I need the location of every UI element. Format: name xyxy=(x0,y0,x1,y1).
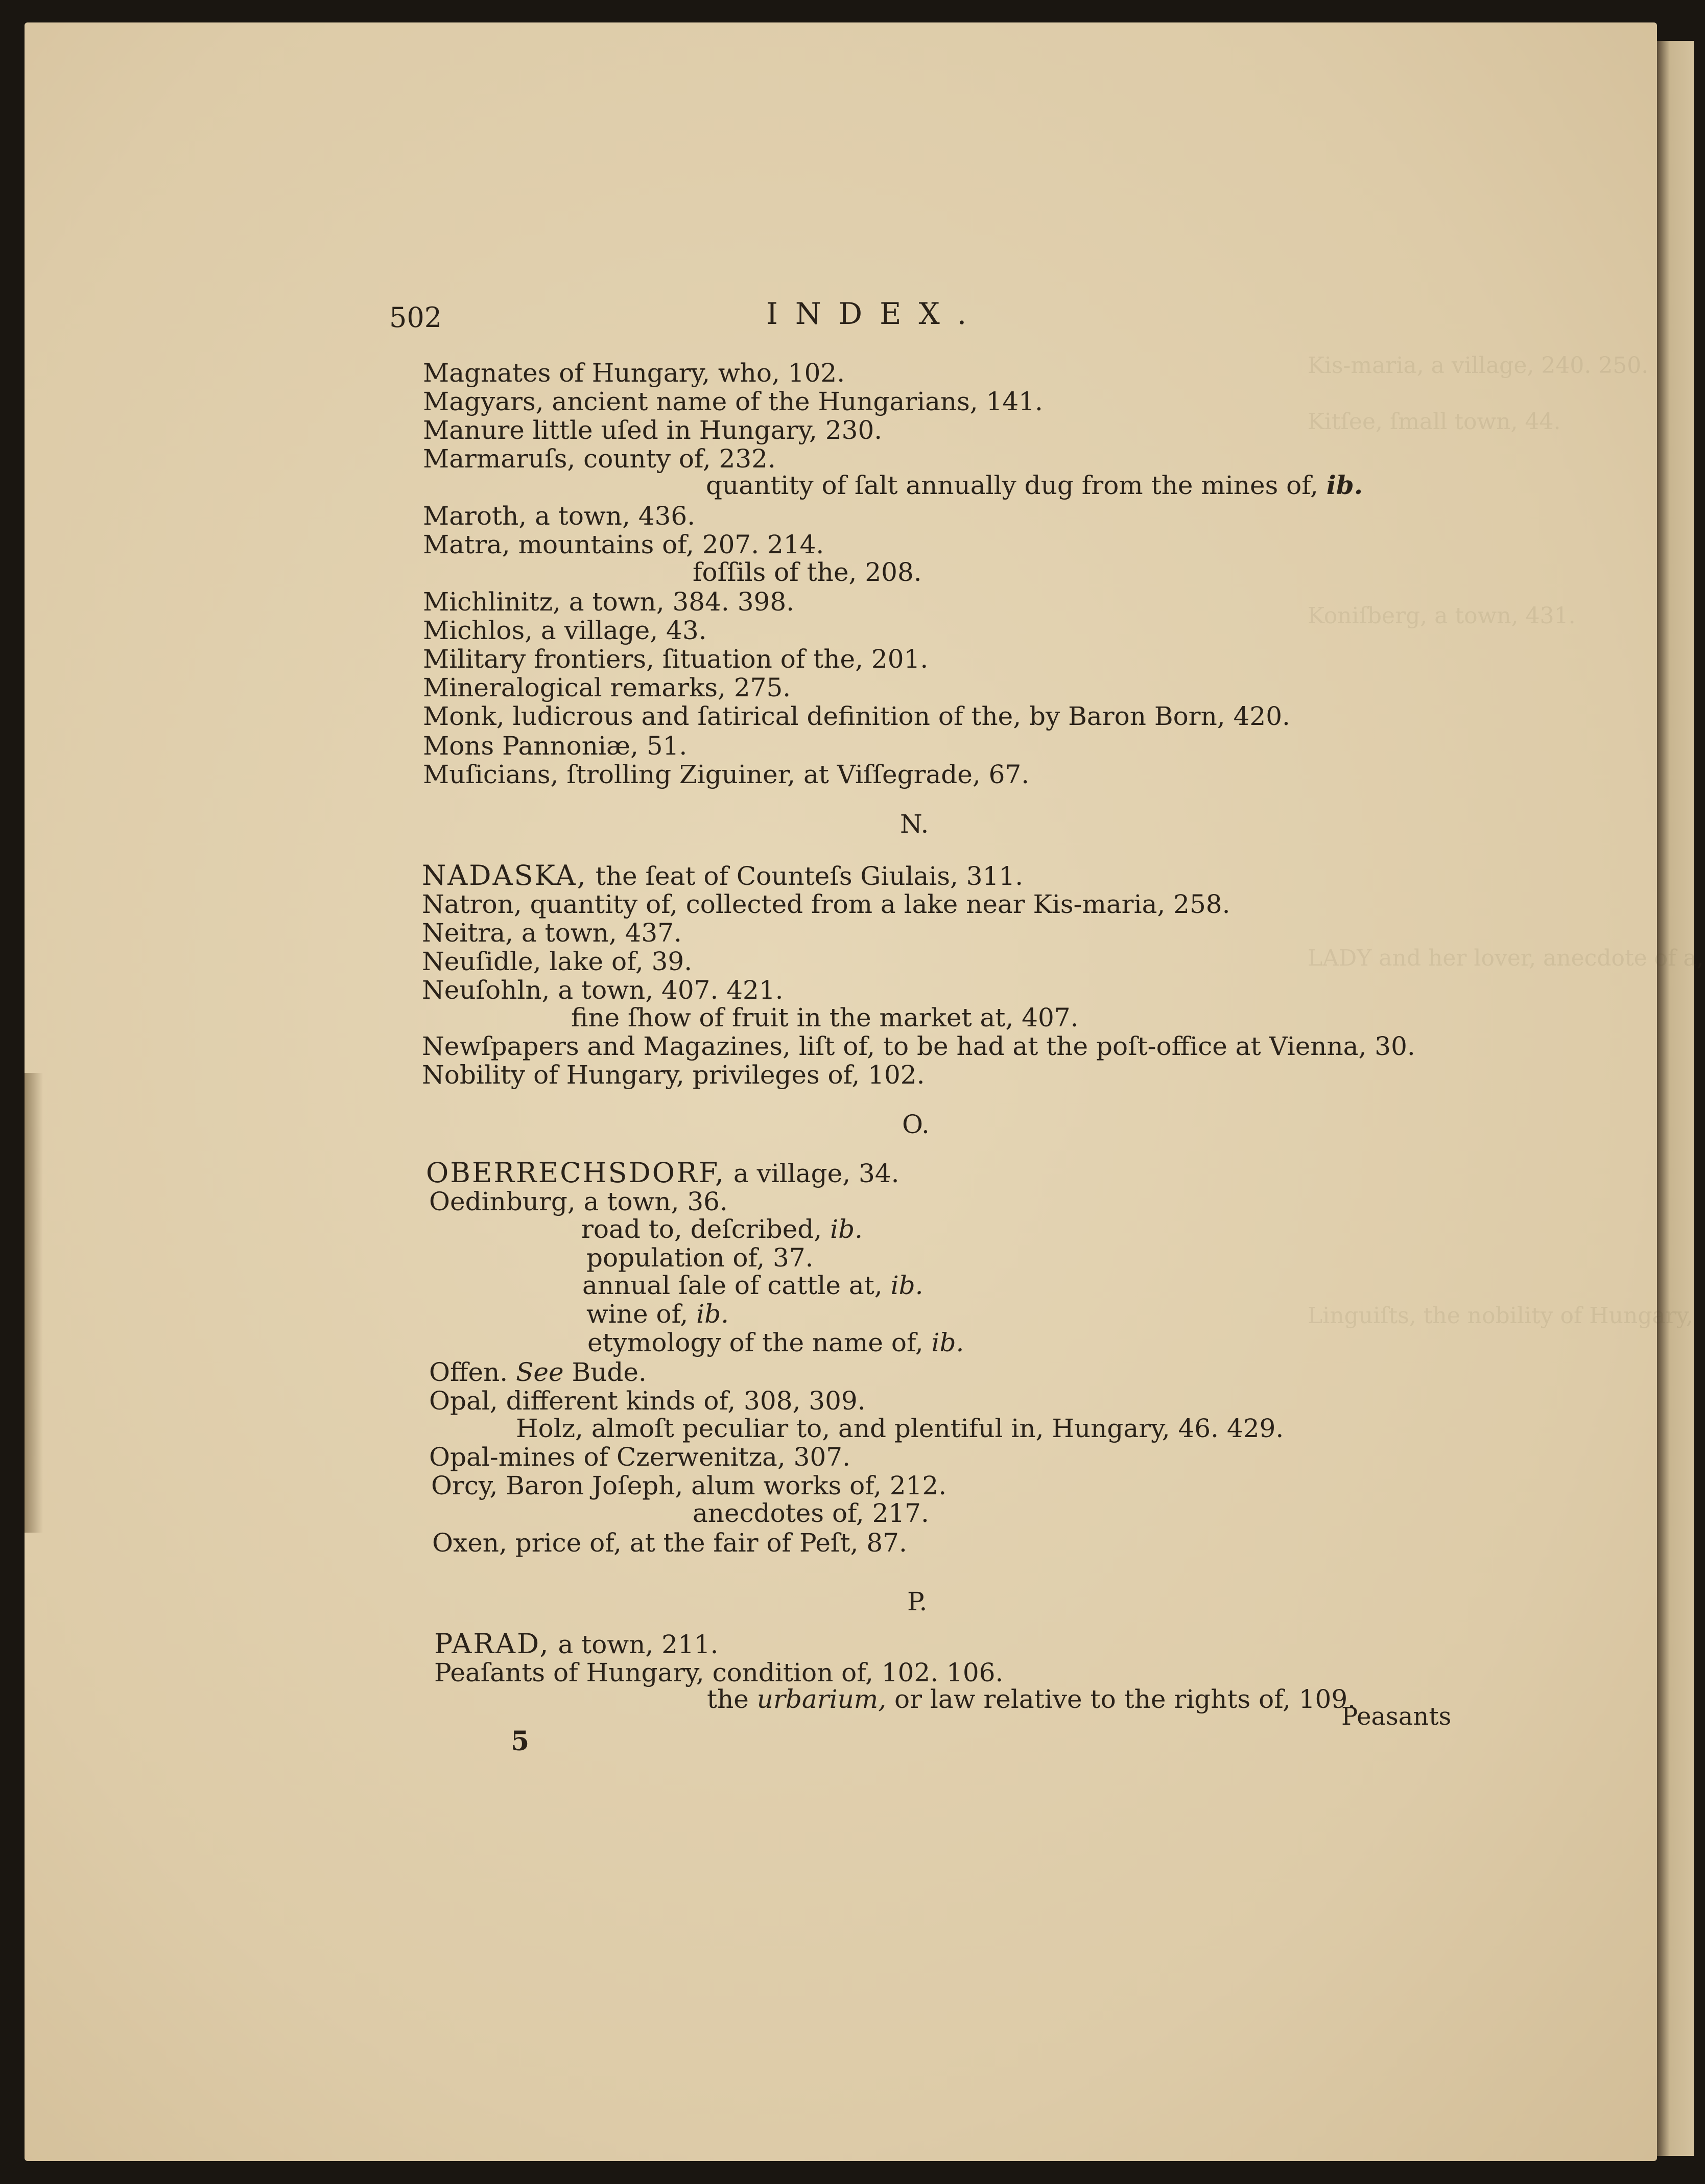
index-entry: Natron, quantity of, collected from a lake near Kis-maria, 258. xyxy=(422,889,1230,919)
index-entry: Opal-mines of Czerwenitza, 307. xyxy=(429,1442,850,1472)
index-entry: Michlos, a village, 43. xyxy=(423,616,707,645)
index-entry: Peaſants of Hungary, condition of, 102. 106. xyxy=(434,1658,1004,1687)
index-entry: Military frontiers, ſituation of the, 201. xyxy=(423,644,929,674)
latin-term: urbarium, xyxy=(756,1684,887,1714)
index-entry: Magnates of Hungary, who, 102. xyxy=(423,358,845,388)
index-subentry: population of, 37. xyxy=(586,1243,814,1273)
ibid-mark: ib. xyxy=(830,1214,863,1244)
section-letter-o: O. xyxy=(902,1110,930,1139)
index-entry: Oedinburg, a town, 36. xyxy=(429,1187,728,1216)
show-through-text: Linguiſts, the nobility of Hungary, xyxy=(1308,1303,1693,1329)
section-letter-n: N. xyxy=(900,809,929,839)
index-subentry: quantity of ſalt annually dug from the mines of, ib. xyxy=(706,470,1363,500)
index-entry: Manure little uſed in Hungary, 230. xyxy=(423,415,883,445)
index-entry: Oxen, price of, at the fair of Peſt, 87. xyxy=(432,1528,907,1558)
show-through-text: LADY and her lover, anecdote of a, xyxy=(1308,945,1704,971)
index-subentry: etymology of the name of, ib. xyxy=(587,1328,964,1357)
catchword: Peasants xyxy=(1341,1702,1452,1731)
ibid-mark: ib. xyxy=(1326,470,1363,500)
index-subentry: wine of, ib. xyxy=(586,1299,729,1329)
index-subentry: Holz, almoſt peculiar to, and plentiful in, Hungary, 46. 429. xyxy=(516,1414,1284,1443)
index-entry: Mons Pannoniæ, 51. xyxy=(423,731,688,761)
index-entry: NADASKA, the ſeat of Counteſs Giulais, 311. xyxy=(422,859,1024,891)
index-subentry: foſſils of the, 208. xyxy=(693,557,922,587)
index-subentry: road to, deſcribed, ib. xyxy=(581,1214,863,1244)
index-entry: Neuſidle, lake of, 39. xyxy=(422,947,693,976)
index-entry: PARAD, a town, 211. xyxy=(434,1628,719,1660)
index-subentry: the urbarium, or law relative to the rights of, 109. xyxy=(707,1684,1356,1714)
index-entry: Newſpapers and Magazines, liſt of, to be had at the poſt-office at Vienna, 30. xyxy=(422,1031,1415,1061)
show-through-text: Koniſberg, a town, 431. xyxy=(1308,603,1576,629)
show-through-text: Kitſee, ſmall town, 44. xyxy=(1308,409,1561,435)
index-entry: Matra, mountains of, 207. 214. xyxy=(423,530,824,559)
ibid-mark: ib. xyxy=(931,1328,964,1357)
index-entry: Offen. See Bude. xyxy=(429,1357,647,1387)
section-letter-p: P. xyxy=(907,1587,928,1616)
index-entry: Orcy, Baron Joſeph, alum works of, 212. xyxy=(431,1471,947,1500)
index-subentry: fine ſhow of fruit in the market at, 407. xyxy=(571,1003,1079,1032)
ibid-mark: ib. xyxy=(696,1299,729,1329)
entry-headword: OBERRECHSDORF, xyxy=(426,1157,725,1189)
entry-headword: NADASKA, xyxy=(422,859,587,891)
index-entry: Magyars, ancient name of the Hungarians, 141. xyxy=(423,387,1043,416)
index-entry: Nobility of Hungary, privileges of, 102. xyxy=(422,1060,925,1090)
index-entry: Monk, ludicrous and ſatirical definition of the, by Baron Born, 420. xyxy=(423,701,1290,731)
page-edge-stain xyxy=(25,1073,43,1533)
see-reference: See xyxy=(516,1357,564,1387)
page-number: 502 xyxy=(389,301,442,334)
index-entry: Muſicians, ſtrolling Ziguiner, at Viſſegrade, 67. xyxy=(423,760,1030,789)
index-entry: Neuſohln, a town, 407. 421. xyxy=(422,975,784,1005)
index-entry: Mineralogical remarks, 275. xyxy=(423,673,791,702)
index-subentry: anecdotes of, 217. xyxy=(693,1498,929,1528)
index-entry: Opal, different kinds of, 308, 309. xyxy=(429,1386,866,1416)
index-entry: Neitra, a town, 437. xyxy=(422,918,682,948)
index-entry: Michlinitz, a town, 384. 398. xyxy=(423,587,795,617)
signature-mark: 5 xyxy=(511,1726,530,1757)
show-through-text: Kis-maria, a village, 240. 250. xyxy=(1308,353,1649,379)
book-page xyxy=(25,22,1657,2161)
book-gutter xyxy=(1657,41,1694,2156)
entry-headword: PARAD, xyxy=(434,1628,550,1660)
index-entry: Maroth, a town, 436. xyxy=(423,501,696,531)
ibid-mark: ib. xyxy=(890,1271,923,1300)
index-entry: Marmaruſs, county of, 232. xyxy=(423,444,776,474)
running-header: INDEX. xyxy=(766,296,984,331)
index-subentry: annual ſale of cattle at, ib. xyxy=(582,1271,923,1300)
index-entry: OBERRECHSDORF, a village, 34. xyxy=(426,1157,899,1189)
